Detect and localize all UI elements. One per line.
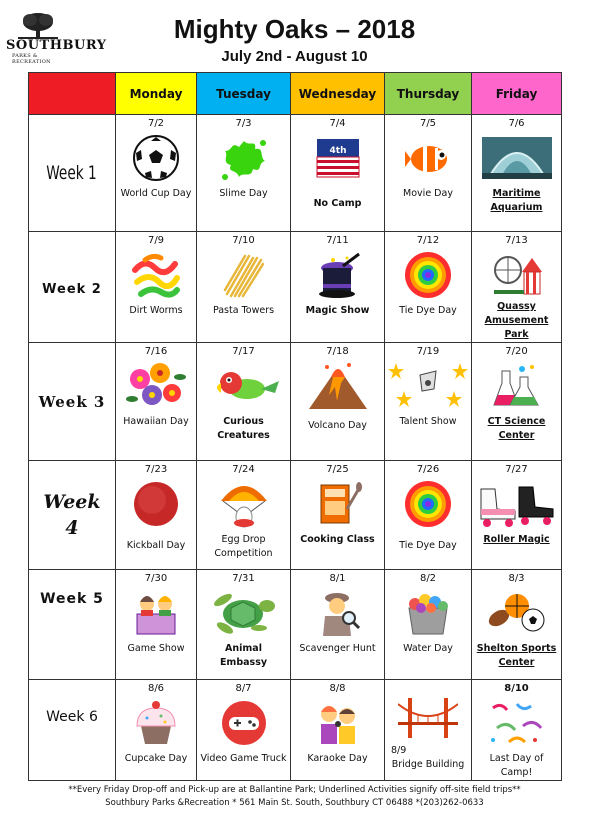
footer-address: Southbury Parks &Recreation * 561 Main St. South, Southbury CT 06488 *(203)262-0633 (105, 798, 484, 808)
week-label-cell (29, 115, 116, 232)
water-balloons-icon (403, 588, 453, 638)
day-cell (472, 570, 562, 680)
activity-label: Tie Dye Day (399, 305, 457, 316)
confetti-icon (487, 698, 547, 748)
activity-label: Pasta Towers (212, 305, 275, 316)
header-wednesday: Wednesday (291, 73, 385, 115)
activity-label: Volcano Day (308, 420, 367, 431)
activity-label: Last Day of Camp! (489, 753, 544, 778)
week-label: Week 1 (46, 162, 98, 184)
activity-label: Magic Show (305, 305, 370, 316)
day-cell (197, 461, 291, 570)
day-cell (472, 232, 562, 343)
date-label: 7/31 (232, 573, 255, 584)
day-cell (385, 343, 472, 461)
header-monday: Monday (116, 73, 197, 115)
day-cell (472, 115, 562, 232)
page-subtitle: July 2nd - August 10 (221, 48, 368, 65)
activity-label: Scavenger Hunt (299, 643, 376, 654)
activity-label: Movie Day (403, 188, 453, 199)
date-label: 7/13 (505, 235, 528, 246)
date-label: 7/27 (505, 464, 528, 475)
activity-label: World Cup Day (120, 188, 192, 199)
fourth-of-july-icon (313, 133, 363, 183)
header-row (29, 73, 562, 115)
date-label: 7/24 (232, 464, 255, 475)
date-label: 7/10 (232, 235, 255, 246)
header-thursday: Thursday (385, 73, 472, 115)
date-label: 7/12 (416, 235, 440, 246)
date-label: 8/6 (147, 683, 165, 694)
date-label: 7/26 (416, 464, 440, 475)
week-label: Week 2 (42, 281, 102, 297)
date-label: 7/25 (326, 464, 349, 475)
week-row (29, 461, 562, 570)
volcano-icon (303, 361, 373, 411)
game-show-icon (131, 588, 181, 638)
cookbook-icon (313, 479, 363, 529)
date-label: 7/16 (144, 346, 168, 357)
date-label: 8/1 (329, 573, 346, 584)
date-label: 8/2 (419, 573, 437, 584)
header-tuesday: Tuesday (197, 73, 291, 115)
date-label: 7/19 (416, 346, 440, 357)
day-cell (291, 570, 385, 680)
activity-label: CT Science Center (487, 416, 546, 441)
day-cell (197, 343, 291, 461)
activity-label: Roller Magic (483, 534, 550, 545)
calendar-table (28, 72, 562, 781)
week-row (29, 115, 562, 232)
week-label-cell (29, 680, 116, 781)
day-cell (116, 461, 197, 570)
day-cell (291, 232, 385, 343)
week-row (29, 232, 562, 343)
pasta-icon (219, 250, 269, 300)
parrot-icon (209, 361, 279, 411)
day-cell (197, 115, 291, 232)
day-cell (197, 680, 291, 781)
week-label: Week 3 (38, 393, 106, 411)
activity-label: Tie Dye Day (399, 540, 457, 551)
activity-label: Video Game Truck (200, 753, 287, 764)
turtle-icon (209, 588, 279, 638)
kickball-icon (131, 479, 181, 529)
day-cell (116, 570, 197, 680)
page-title: Mighty Oaks – 2018 (173, 14, 416, 44)
date-label: 8/7 (235, 683, 252, 694)
activity-label: Egg Drop Competition (214, 534, 273, 559)
week-row (29, 570, 562, 680)
activity-label: Water Day (403, 643, 453, 654)
date-label: 8/10 (504, 683, 529, 694)
corner-cell (29, 73, 116, 115)
date-label: 7/11 (326, 235, 349, 246)
stars-icon (388, 361, 468, 411)
date-label: 7/23 (144, 464, 168, 475)
date-label: 7/5 (419, 118, 437, 129)
karaoke-icon (313, 698, 363, 748)
week-label: Week 5 (40, 591, 104, 607)
logo-name: SOUTHBURY (6, 38, 107, 53)
hibiscus-icon (126, 361, 186, 411)
sports-balls-icon (487, 588, 547, 638)
cupcake-icon (131, 698, 181, 748)
date-label: 7/9 (147, 235, 165, 246)
bridge-icon (398, 694, 458, 744)
activity-label: No Camp (313, 198, 362, 209)
date-label: 7/30 (144, 573, 168, 584)
day-cell (472, 680, 562, 781)
date-label: 8/8 (329, 683, 346, 694)
date-label: 7/4 (329, 118, 346, 129)
activity-label: Slime Day (219, 188, 268, 199)
footer-note: **Every Friday Drop-off and Pick-up are at Ballantine Park; Underlined Activities signify off-site field trips** (68, 785, 521, 795)
gummy-worms-icon (131, 250, 181, 300)
header-friday: Friday (472, 73, 562, 115)
bridge-date (385, 744, 471, 758)
game-controller-icon (219, 698, 269, 748)
science-flasks-icon (492, 361, 542, 411)
activity-label: Maritime Aquarium (490, 188, 543, 213)
amusement-park-icon (492, 250, 542, 300)
clownfish-icon (403, 133, 453, 183)
day-cell (385, 570, 472, 680)
activity-label: Bridge Building (391, 759, 465, 770)
week-label: Week 6 (46, 709, 98, 725)
day-cell (472, 461, 562, 570)
week-label-cell (29, 343, 116, 461)
week-label: Week 4 (43, 491, 101, 539)
date-label: 7/20 (505, 346, 528, 357)
day-cell (116, 680, 197, 781)
day-cell (472, 343, 562, 461)
week-label-cell (29, 232, 116, 343)
date-label: 8/3 (508, 573, 525, 584)
egg-parachute-icon (219, 479, 269, 529)
activity-label: Quassy Amusement Park (484, 301, 549, 340)
week-label-cell (29, 461, 116, 570)
activity-label: Kickball Day (126, 540, 186, 551)
day-cell (197, 570, 291, 680)
activity-label: Hawaiian Day (123, 416, 189, 427)
soccer-ball-icon (131, 133, 181, 183)
activity-label: Animal Embassy (219, 643, 268, 668)
tie-dye-icon (403, 250, 453, 300)
date-label: 7/3 (235, 118, 252, 129)
day-cell (385, 461, 472, 570)
week-row (29, 343, 562, 461)
date-label: 8/9 (391, 745, 407, 756)
tie-dye-icon (403, 479, 453, 529)
aquarium-tunnel-icon (482, 133, 552, 183)
day-cell (116, 115, 197, 232)
detective-icon (313, 588, 363, 638)
day-cell (291, 461, 385, 570)
slime-splat-icon (219, 133, 269, 183)
activity-label: Curious Creatures (217, 416, 270, 441)
day-cell (197, 232, 291, 343)
day-cell (291, 343, 385, 461)
activity-label: Karaoke Day (307, 753, 368, 764)
activity-label: Talent Show (399, 416, 457, 427)
activity-label: Dirt Worms (129, 305, 183, 316)
day-cell (116, 232, 197, 343)
date-label: 7/2 (147, 118, 165, 129)
date-label: 7/18 (326, 346, 349, 357)
logo-tagline: PARKS & RECREATION (12, 53, 51, 65)
magic-hat-icon (313, 250, 363, 300)
day-cell (291, 680, 385, 781)
activity-label: Shelton Sports Center (476, 643, 557, 668)
activity-label: Cupcake Day (124, 753, 188, 764)
date-label: 7/6 (508, 118, 525, 129)
day-cell (385, 680, 472, 781)
activity-label: Game Show (127, 643, 185, 654)
week-row (29, 680, 562, 781)
activity-label: Cooking Class (300, 534, 375, 545)
date-label: 7/17 (232, 346, 255, 357)
day-cell (291, 115, 385, 232)
svg-text:4th: 4th (329, 146, 346, 156)
day-cell (385, 115, 472, 232)
roller-skates-icon (477, 479, 557, 529)
day-cell (116, 343, 197, 461)
day-cell (385, 232, 472, 343)
week-label-cell (29, 570, 116, 680)
